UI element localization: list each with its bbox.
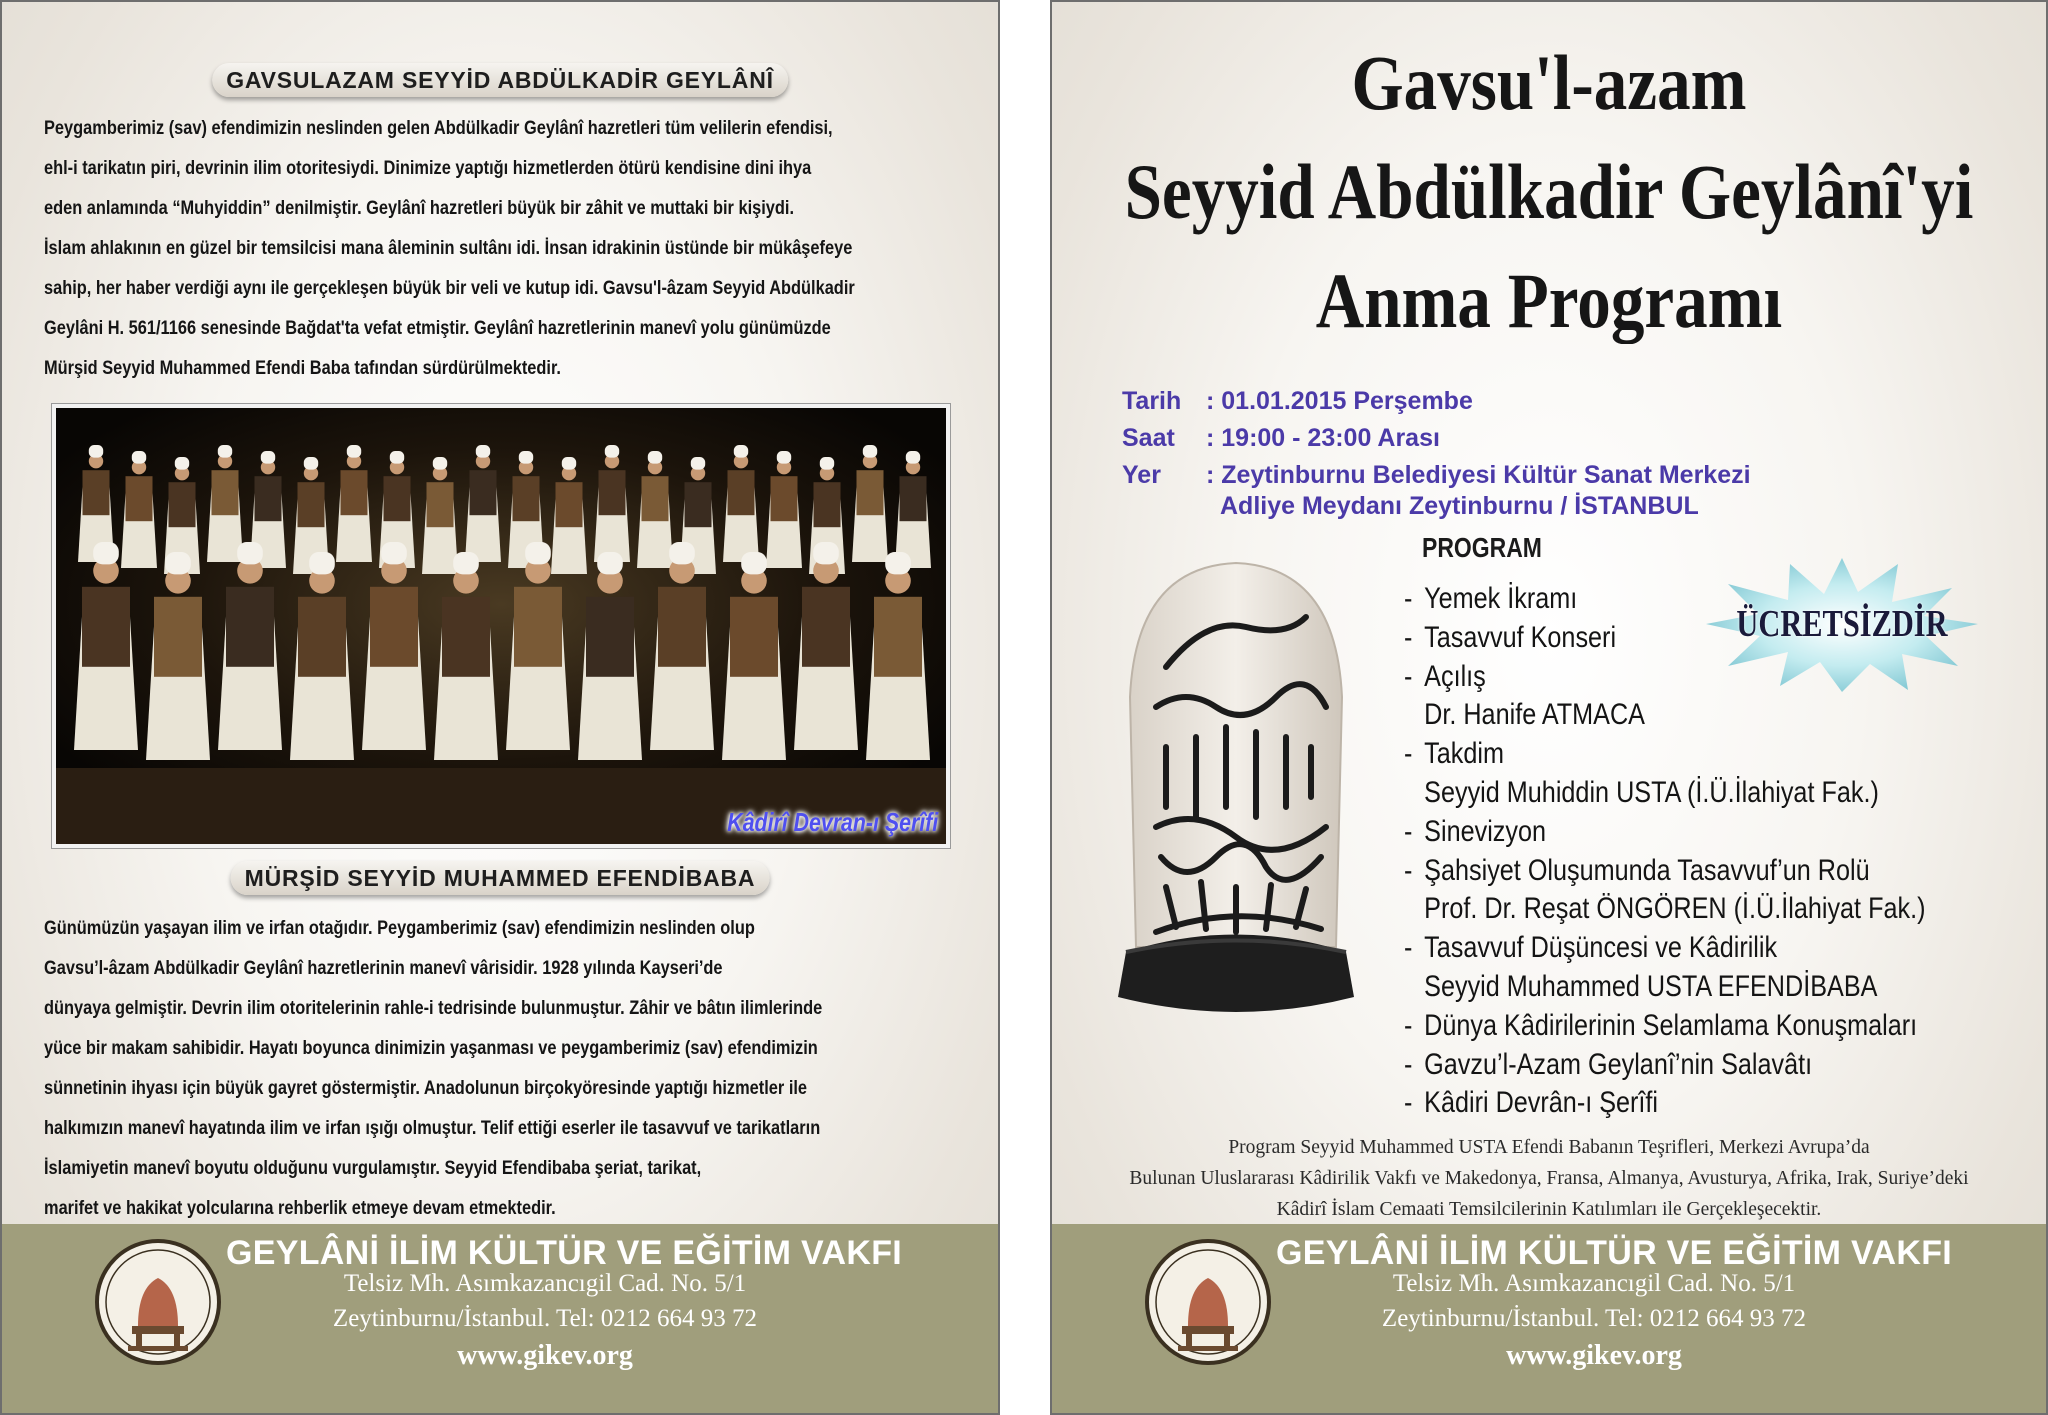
bio-line: Gavsu’l-âzam Abdülkadir Geylânî hazretlerinin manevî vârisidir. 1928 yılında Kayseri’de: [44, 957, 723, 979]
website-link[interactable]: www.gikev.org: [1506, 1340, 1682, 1371]
note-line: Kâdirî İslam Cemaati Temsilcilerinin Katılımları ile Gerçekleşecektir.: [1276, 1199, 1822, 1220]
program-item: - Dünya Kâdirilerinin Selamlama Konuşmaları: [1404, 1008, 1918, 1042]
event-place: [1122, 459, 1751, 491]
program-item: - Takdim: [1404, 737, 1504, 771]
right-flyer-page: [1050, 0, 2048, 1415]
participation-note: [1052, 1132, 2046, 1225]
bio-line: ehl-i tarikatın piri, devrinin ilim otoritesiydi. Dinimize yaptığı hizmetlerden ötürü kendisine dini ihya: [44, 157, 812, 179]
time-value: : 19:00 - 23:00 Arası: [1206, 424, 1440, 452]
note-line: Bulunan Uluslararası Kâdirilik Vakfı ve Makedonya, Fransa, Almanya, Avusturya, Afrika, Irak, Suriye’deki: [1129, 1168, 1969, 1189]
foundation-name: GEYLÂNİ İLİM KÜLTÜR VE EĞİTİM VAKFI: [1276, 1234, 1953, 1272]
footer-band: [1052, 1224, 2046, 1413]
bio-line: Peygamberimiz (sav) efendimizin neslinden gelen Abdülkadir Geylânî hazretleri tüm velilerin efendisi,: [44, 117, 833, 139]
photo-caption: Kâdirî Devran-ı Şerîfi: [727, 807, 938, 837]
date-value: : 01.01.2015 Perşembe: [1206, 387, 1473, 415]
bio-line: sahip, her haber verdiği aynı ile gerçekleşen büyük bir veli ve kutup idi. Gavsu'l-âzam Seyyid Abdülkadir: [44, 277, 855, 299]
bio-line: halkımızın manevî hayatında ilim ve irfan ışığı olmuştur. Telif ettiği eserler ile tasavvuf ve tarikatların: [44, 1117, 821, 1139]
program-speaker: Seyyid Muhammed USTA EFENDİBABA: [1424, 969, 1878, 1003]
event-title-line-3: Anma Programı: [1315, 257, 1783, 344]
efendibaba-biography: [44, 908, 823, 1228]
heading-efendibaba: MÜRŞİD SEYYİD MUHAMMED EFENDİBABA: [231, 861, 770, 895]
event-place-line-2: Adliye Meydanı Zeytinburnu / İSTANBUL: [1220, 492, 1699, 520]
bio-line: eden anlamında “Muhyiddin” denilmiştir. Geylânî hazretleri büyük bir zâhit ve muttaki bir kişiydi.: [44, 197, 795, 219]
bio-line: yüce bir makam sahibidir. Hayatı boyunca dinimizin yaşanması ve peygamberimiz (sav) efendimizin: [44, 1037, 818, 1059]
foundation-name: GEYLÂNİ İLİM KÜLTÜR VE EĞİTİM VAKFI: [226, 1234, 903, 1272]
program-item: - Kâdiri Devrân-ı Şerîfi: [1404, 1086, 1659, 1120]
heading-geylani: GAVSULAZAM SEYYİD ABDÜLKADİR GEYLÂNÎ: [212, 63, 788, 97]
website-link[interactable]: www.gikev.org: [457, 1340, 633, 1371]
footer-band: [2, 1224, 998, 1413]
address-line-1: Telsiz Mh. Asımkazancıgil Cad. No. 5/1: [343, 1270, 747, 1297]
program-item: - Şahsiyet Oluşumunda Tasavvuf’un Rolü: [1404, 853, 1870, 887]
place-label: Yer: [1122, 461, 1161, 489]
program-speaker: Prof. Dr. Reşat ÖNGÖREN (İ.Ü.İlahiyat Fak.): [1424, 892, 1926, 926]
bio-line: Günümüzün yaşayan ilim ve irfan otağıdır. Peygamberimiz (sav) efendimizin neslinden olup: [44, 917, 755, 939]
date-label: Tarih: [1122, 387, 1182, 415]
program-item: - Tasavvuf Konseri: [1404, 620, 1617, 654]
program-item: - Yemek İkramı: [1404, 582, 1578, 615]
left-flyer-page: [0, 0, 1000, 1415]
address-line-2: Zeytinburnu/İstanbul. Tel: 0212 664 93 72: [1381, 1305, 1807, 1332]
bio-line: Mürşid Seyyid Muhammed Efendi Baba tafından sürdürülmektedir.: [44, 357, 561, 379]
program-speaker: Seyyid Muhiddin USTA (İ.Ü.İlahiyat Fak.): [1424, 775, 1879, 809]
bio-line: İslam ahlakının en güzel bir temsilcisi mana âleminin sultânı idi. İnsan idrakinin üstünde bir mükâşefeye: [44, 237, 853, 259]
event-time: [1122, 422, 1440, 454]
address-line-1: Telsiz Mh. Asımkazancıgil Cad. No. 5/1: [1392, 1270, 1796, 1297]
event-title-line-1: Gavsu'l-azam: [1351, 39, 1747, 126]
event-title-line-2: Seyyid Abdülkadir Geylânî'yi: [1124, 148, 1974, 235]
program-heading: PROGRAM: [1422, 532, 1542, 563]
bio-line: marifet ve hakikat yolcularına rehberlik etmeye devam etmektedir.: [44, 1197, 556, 1219]
address-line-2: Zeytinburnu/İstanbul. Tel: 0212 664 93 72: [332, 1305, 758, 1332]
program-item: - Tasavvuf Düşüncesi ve Kâdirilik: [1404, 931, 1778, 965]
program-item: - Gavzu’l-Azam Geylanî’nin Salavâtı: [1404, 1047, 1813, 1081]
program-item: - Sinevizyon: [1404, 814, 1547, 848]
geylani-biography: [44, 108, 855, 388]
bio-line: Geylâni H. 561/1166 senesinde Bağdat'ta vefat etmiştir. Geylânî hazretlerinin manevî yolu günümüzde: [44, 317, 831, 339]
note-line: Program Seyyid Muhammed USTA Efendi Babanın Teşrifleri, Merkezi Avrupa’da: [1228, 1137, 1870, 1158]
bio-line: dünyaya gelmiştir. Devrin ilim otoritelerinin rahle-i tedrisinde bulunmuştur. Zâhir ve bâtın ilimlerinde: [44, 997, 823, 1019]
devran-photo: [52, 404, 950, 848]
program-speaker: Dr. Hanife ATMACA: [1424, 698, 1645, 732]
place-value: : Zeytinburnu Belediyesi Kültür Sanat Merkezi: [1206, 461, 1751, 489]
bio-line: sünnetinin ihyası için büyük gayret göstermiştir. Anadolunun birçokyöresinde yaptığı hizmetler ile: [44, 1077, 808, 1099]
bio-line: İslamiyetin manevî boyutu olduğunu vurgulamıştır. Seyyid Efendibaba şeriat, tarikat,: [44, 1157, 702, 1179]
devran-photo-illustration: [56, 408, 946, 844]
calligraphy-tombstone-image: [1096, 557, 1376, 1027]
program-item: - Açılış: [1404, 659, 1486, 693]
time-label: Saat: [1122, 424, 1175, 452]
free-badge-label: ÜCRETSİZDİR: [1736, 603, 1948, 645]
event-date: [1122, 385, 1473, 417]
